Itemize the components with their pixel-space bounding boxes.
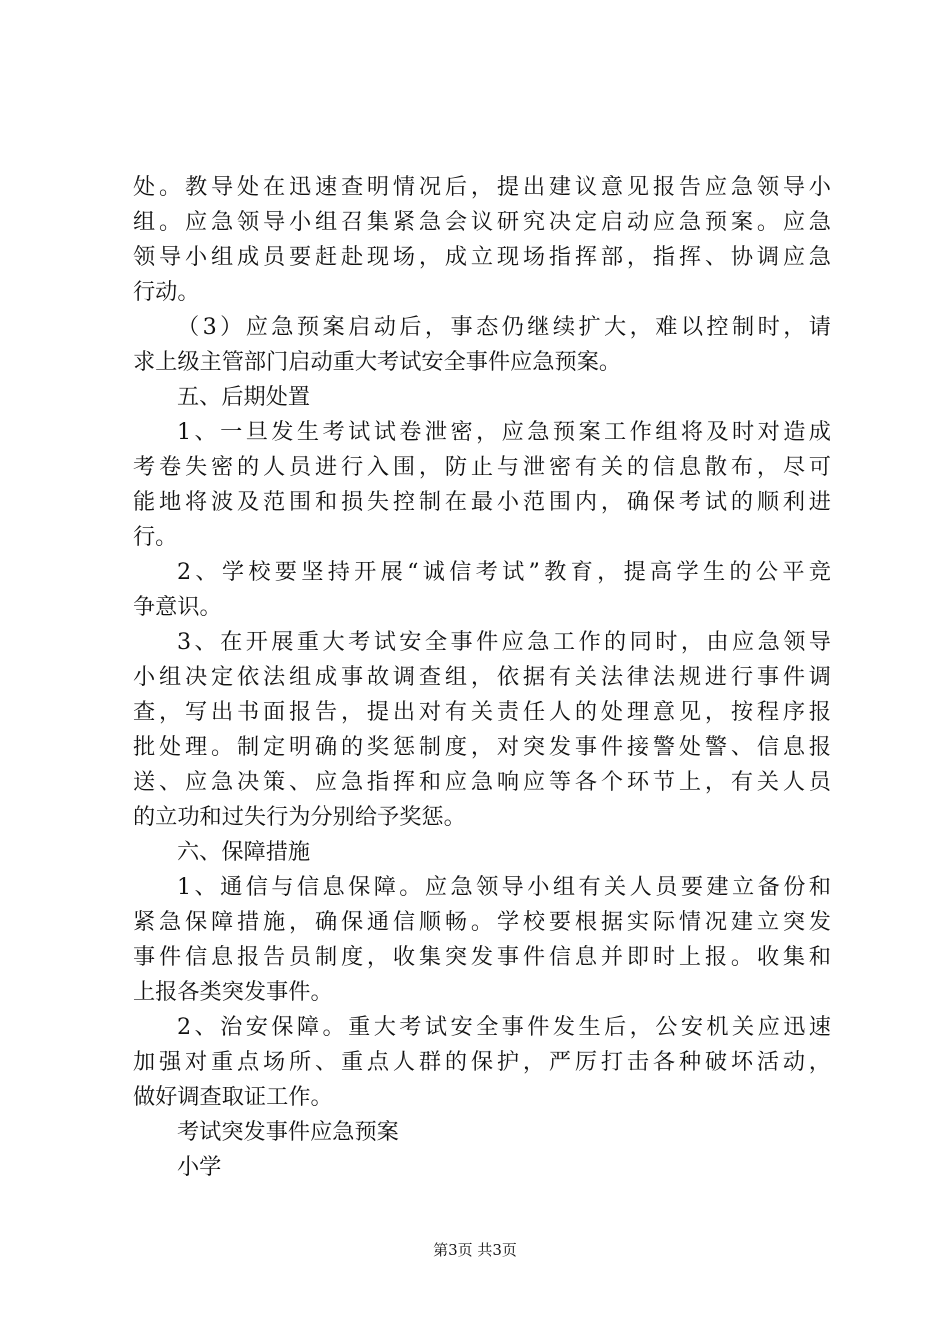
text-line: 行。 — [133, 524, 178, 550]
text-line: 做好调查取证工作。 — [133, 1084, 333, 1110]
text-line: 紧急保障措施，确保通信顺畅。学校要根据实际情况建立突发 — [133, 909, 831, 935]
text-line: 考卷失密的人员进行入围，防止与泄密有关的信息散布，尽可 — [133, 454, 831, 480]
text-line: 争意识。 — [133, 594, 222, 620]
text-line: 上报各类突发事件。 — [133, 979, 333, 1005]
text-line: 行动。 — [133, 279, 200, 305]
text-line: 组。应急领导小组召集紧急会议研究决定启动应急预案。应急 — [133, 209, 831, 235]
text-line: 能地将波及范围和损失控制在最小范围内，确保考试的顺利进 — [133, 489, 831, 515]
text-line: 处。教导处在迅速查明情况后，提出建议意见报告应急领导小 — [133, 174, 831, 200]
page-footer: 第3页 共3页 — [433, 1241, 517, 1259]
text-line: 加强对重点场所、重点人群的保护，严厉打击各种破坏活动， — [133, 1049, 831, 1075]
text-line: 小学 — [177, 1154, 222, 1180]
text-line: 小组决定依法组成事故调查组，依据有关法律法规进行事件调 — [133, 664, 831, 690]
text-line: 六、保障措施 — [177, 839, 311, 865]
document-body — [133, 170, 831, 1185]
text-line: 查，写出书面报告，提出对有关责任人的处理意见，按程序报 — [133, 699, 831, 725]
text-line: 批处理。制定明确的奖惩制度，对突发事件接警处警、信息报 — [133, 734, 831, 760]
text-line: 领导小组成员要赶赴现场，成立现场指挥部，指挥、协调应急 — [133, 244, 831, 270]
text-line: 五、后期处置 — [177, 384, 311, 410]
text-line: 考试突发事件应急预案 — [177, 1119, 399, 1145]
text-line: 的立功和过失行为分别给予奖惩。 — [133, 804, 466, 830]
text-line: 1、一旦发生考试试卷泄密，应急预案工作组将及时对造成 — [177, 419, 831, 445]
text-line: 求上级主管部门启动重大考试安全事件应急预案。 — [133, 349, 622, 375]
text-line: 2、治安保障。重大考试安全事件发生后，公安机关应迅速 — [177, 1014, 831, 1040]
text-line: 2、学校要坚持开展“诚信考试”教育，提高学生的公平竞 — [177, 559, 831, 585]
text-line: 事件信息报告员制度，收集突发事件信息并即时上报。收集和 — [133, 944, 831, 970]
text-line: （3）应急预案启动后，事态仍继续扩大，难以控制时，请 — [177, 314, 831, 340]
text-line: 1、通信与信息保障。应急领导小组有关人员要建立备份和 — [177, 874, 831, 900]
text-line: 送、应急决策、应急指挥和应急响应等各个环节上，有关人员 — [133, 769, 831, 795]
text-line: 3、在开展重大考试安全事件应急工作的同时，由应急领导 — [177, 629, 831, 655]
